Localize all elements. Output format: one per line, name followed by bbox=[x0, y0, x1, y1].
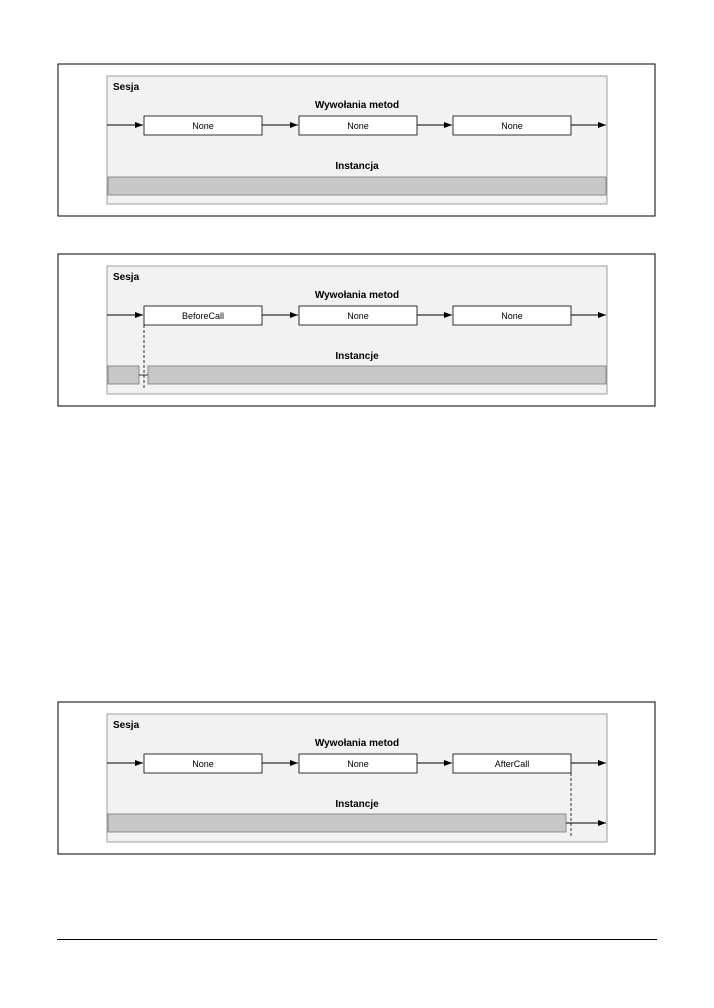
figure-1-instance-bar bbox=[108, 177, 606, 195]
figure-1-session-label: Sesja bbox=[113, 82, 140, 93]
figure-1-call-label-3: None bbox=[501, 121, 523, 131]
figure-2-instance-bar-new bbox=[148, 366, 606, 384]
figure-3-call-label-2: None bbox=[347, 759, 369, 769]
figure-1 bbox=[58, 64, 655, 216]
figure-2 bbox=[58, 254, 655, 406]
figure-2-instance-bar-old bbox=[108, 366, 139, 384]
figure-3-calls-title: Wywołania metod bbox=[314, 738, 400, 749]
figure-1-call-label-1: None bbox=[192, 121, 214, 131]
page-footer-rule bbox=[57, 939, 657, 940]
figure-2-call-label-3: None bbox=[501, 311, 523, 321]
figure-2-session-label: Sesja bbox=[113, 272, 140, 283]
figure-2-call-label-2: None bbox=[347, 311, 369, 321]
figure-3-instance-title: Instancje bbox=[335, 799, 379, 810]
figure-2-call-label-1: BeforeCall bbox=[181, 311, 225, 321]
figure-3 bbox=[58, 702, 655, 854]
figure-1-instance-title: Instancja bbox=[335, 161, 379, 172]
figure-2-calls-title: Wywołania metod bbox=[314, 290, 400, 301]
figure-1-call-label-2: None bbox=[347, 121, 369, 131]
figure-2-instance-title: Instancje bbox=[335, 351, 379, 362]
figure-3-instance-bar bbox=[108, 814, 566, 832]
figure-1-calls-title: Wywołania metod bbox=[314, 100, 400, 111]
figure-3-session-label: Sesja bbox=[113, 720, 140, 731]
figure-3-call-label-1: None bbox=[192, 759, 214, 769]
figure-3-call-label-3: AfterCall bbox=[494, 759, 530, 769]
